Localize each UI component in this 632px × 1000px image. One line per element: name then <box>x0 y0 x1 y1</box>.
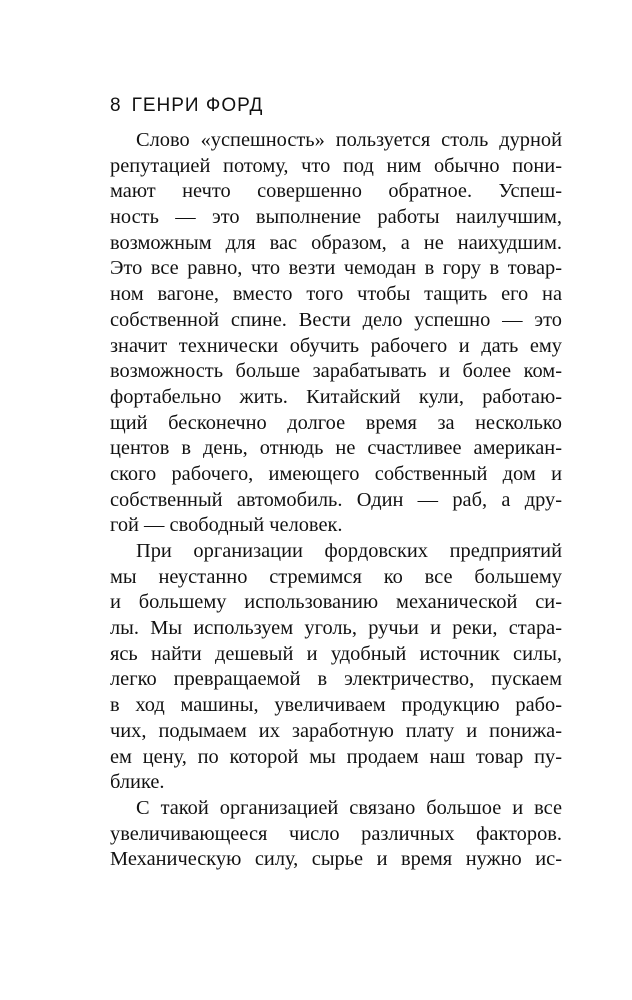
author-name: ГЕНРИ ФОРД <box>131 95 264 116</box>
text-line: в ход машины, увеличиваем продукцию рабо- <box>110 694 562 717</box>
text-line: мают нечто совершенно обратное. Успеш- <box>110 180 562 203</box>
text-line: мы неустанно стремимся ко все большему <box>110 565 562 588</box>
text-line: Слово «успешность» пользуется столь дурной <box>136 129 562 151</box>
text-line: возможным для вас образом, а не наихудшим. <box>110 231 562 254</box>
text-line: собственной спине. Вести дело успешно — это <box>110 308 562 331</box>
text-line: значит технически обучить рабочего и дать ему <box>110 334 562 357</box>
page-number: 8 <box>110 95 122 116</box>
text-line: собственный автомобиль. Один — раб, а дру- <box>110 488 562 511</box>
body-text <box>110 128 562 873</box>
text-line: репутацией потому, что под ним обычно пони- <box>110 154 562 177</box>
text-line: возможность больше зарабатывать и более ком- <box>110 360 562 383</box>
paragraph-3 <box>110 796 562 873</box>
text-line: ского рабочего, имеющего собственный дом и <box>110 462 562 485</box>
text-line: щий бесконечно долгое время за несколько <box>110 411 562 434</box>
text-line: лы. Мы используем уголь, ручьи и реки, стара- <box>110 617 562 640</box>
running-head <box>110 94 263 118</box>
text-line: С такой организацией связано большое и все <box>136 796 562 819</box>
text-line: блике. <box>110 771 165 794</box>
paragraph-2 <box>110 539 562 796</box>
paragraph-1 <box>110 128 562 539</box>
text-line: При организации фордовских предприятий <box>136 540 562 562</box>
text-line: легко превращаемой в электричество, пускаем <box>110 668 562 691</box>
text-line: Механическую силу, сырье и время нужно ис- <box>110 848 562 871</box>
text-line: ясь найти дешевый и удобный источник силы, <box>110 642 562 665</box>
text-line: увеличивающееся число различных факторов. <box>110 822 562 845</box>
text-line: чих, подымаем их заработную плату и понижа- <box>110 719 562 742</box>
text-line: гой — свободный человек. <box>110 514 343 537</box>
text-line: и большему использованию механической си- <box>110 591 562 614</box>
text-line: центов в день, отнюдь не счастливее американ- <box>110 437 562 460</box>
text-line: ность — это выполнение работы наилучшим, <box>110 206 562 229</box>
text-line: ем цену, по которой мы продаем наш товар пу- <box>110 745 562 768</box>
text-line: ном вагоне, вместо того чтобы тащить его на <box>110 283 562 306</box>
text-line: Это все равно, что везти чемодан в гору в товар- <box>110 257 562 280</box>
text-line: фортабельно жить. Китайский кули, работаю- <box>110 385 562 408</box>
